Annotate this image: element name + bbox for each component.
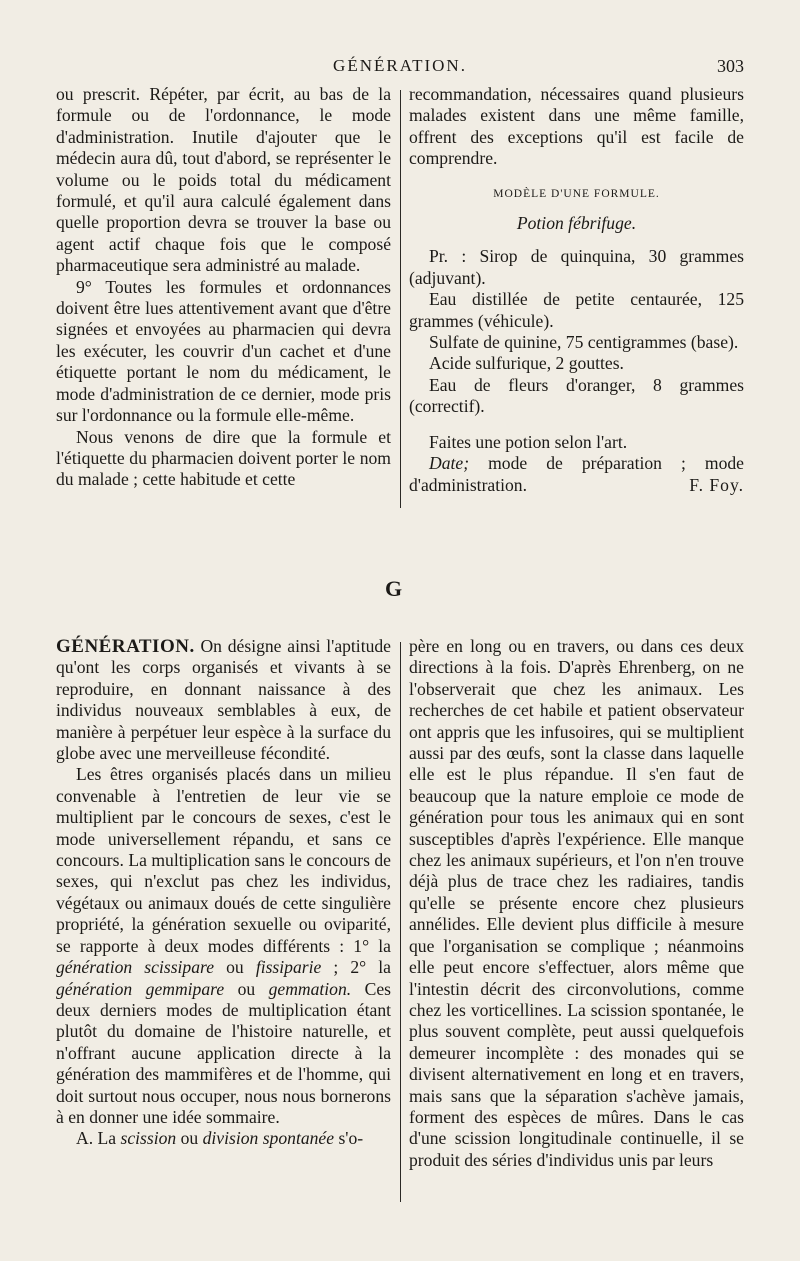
formula-line: Eau de fleurs d'oranger, 8 grammes (correctif).: [409, 374, 744, 417]
column-bottom-left: [56, 636, 391, 1150]
italic-term: gemmation.: [268, 978, 352, 999]
formula-line: Eau distillée de petite centaurée, 125 grammes (véhicule).: [409, 289, 744, 331]
italic-term: génération scissipare: [56, 957, 215, 978]
column-bottom-right: [409, 636, 744, 1171]
paragraph: ou prescrit. Répéter, par écrit, au bas de la formule ou de l'ordonnance, le mode d'administration. Inutile d'ajouter que le médecin aura dû, tout d'abord, se représenter le volume ou le poids total du médicament formulé, et qu'il aura calculé également dans quelle proportion devra se trouver la base ou agent actif chaque fois que le composé pharmaceutique sera administré au malade.: [56, 84, 391, 276]
paragraph: Nous venons de dire que la formule et l'étiquette du pharmacien doivent porter le nom du malade ; cette habitude et cette: [56, 426, 391, 490]
paragraph: père en long ou en travers, ou dans ces deux directions à la fois. D'après Ehrenberg, on ne l'observerait que chez les animaux. Les recherches de cet habile et patient observateur ont appris que les infusoires, qui se multiplient aussi par des œufs, sont la classe dans laquelle elle est le plus répandue. Il s'en faut de beaucoup que la nature emploie ce mode de génération pour tous les animaux qui en sont susceptibles d'après l'expérience. Elle manque chez les animaux supérieurs, et l'on n'en trouve déjà plus de trace chez les radiaires, tandis qu'elle se présente encore chez plusieurs annélides. Elle devient plus difficile à mesure que l'organisation se complique ; néanmoins elle peut encore s'effectuer, alors même que l'intestin décrit des circonvolutions, comme chez les vorticellines. La scission spontanée, le plus souvent complète, peut aussi quelquefois demeurer incomplète : des monades qui se divisent alternativement en long et en travers, mais sans que la séparation s'achève jamais, forment des espèces de mûres. Dans le cas d'une scission longitudinale continuelle, il se produit des séries d'individus unis par leurs: [409, 636, 744, 1170]
text-run: ou: [176, 1128, 203, 1149]
date-line: [409, 453, 744, 496]
entry-paragraph: [56, 636, 391, 764]
date-label: Date;: [429, 453, 470, 474]
model-title: Potion fébrifuge.: [516, 213, 637, 234]
text-run: On désigne ainsi l'aptitude qu'ont les corps organisés et vivants à se reproduire, en donnant naissance à des individus nouveaux semblables à eux, de manière à perpétuer leur espèce à la surface du globe avec une merveilleuse fécondité.: [56, 636, 391, 764]
paragraph: recommandation, nécessaires quand plusieurs malades existent dans une même famille, offrent des exceptions qu'il est facile de comprendre.: [409, 84, 744, 169]
date-rest: mode de préparation ; mode d'administration.: [409, 453, 744, 495]
column-rule-bottom: [400, 642, 401, 1202]
column-top-left: [56, 84, 391, 491]
paragraph: 9° Toutes les formules et ordonnances doivent être lues attentivement avant que d'être signées et envoyées au pharmacien qui devra les exécuter, les couvrir d'un cachet et d'une étiquette portant le nom du médicament, le mode d'administration de ce dernier, mode pris sur l'ordonnance ou la formule elle-même.: [56, 276, 391, 426]
text-run: s'o-: [334, 1128, 364, 1149]
text-run: ou: [214, 957, 256, 978]
paragraph: [56, 764, 391, 1128]
paragraph: [56, 1128, 391, 1149]
running-title: GÉNÉRATION.: [333, 56, 467, 75]
prescription-line: Faites une potion selon l'art.: [429, 431, 628, 452]
model-heading: MODÈLE D'UNE FORMULE.: [493, 187, 660, 200]
italic-term: génération gemmipare: [56, 978, 225, 999]
italic-term: fissiparie: [255, 957, 322, 978]
section-letter: G: [385, 576, 403, 601]
formula-line: Acide sulfurique, 2 gouttes.: [429, 353, 624, 374]
signature: F. Foy.: [689, 474, 744, 495]
running-head: [56, 56, 744, 80]
formula-line: Sulfate de quinine, 75 centigrammes (base).: [429, 332, 739, 353]
text-run: ; 2° la: [321, 957, 391, 978]
text-run: A. La: [76, 1128, 121, 1149]
text-run: Ces deux derniers modes de multiplication étant plutôt du domaine de l'histoire naturelle, et n'offrant aucune application directe à la génération des mammifères et de l'homme, qui doit surtout nous occuper, nous nous bornerons à en donner une idée sommaire.: [56, 978, 391, 1127]
italic-term: division spontanée: [202, 1128, 335, 1149]
column-top-right: [409, 84, 744, 496]
formula-block: [409, 246, 744, 495]
text-run: ou: [224, 978, 269, 999]
column-rule-top: [400, 90, 401, 508]
formula-line: Pr. : Sirop de quinquina, 30 grammes (adjuvant).: [409, 246, 744, 288]
italic-term: scission: [120, 1128, 177, 1149]
page-number: 303: [717, 56, 744, 76]
text-run: Les êtres organisés placés dans un milieu convenable à l'entretien de leur vie se multiplient par le concours de sexes, c'est le mode universellement répandu, et sans ce concours. La multiplication sans le concours de sexes, qui n'exclut pas chez les individus, végétaux ou animaux doués de cette singulière propriété, la génération sexuelle ou oviparité, se rapporte à deux modes différents : 1° la: [56, 764, 391, 956]
entry-head: GÉNÉRATION.: [56, 636, 195, 657]
